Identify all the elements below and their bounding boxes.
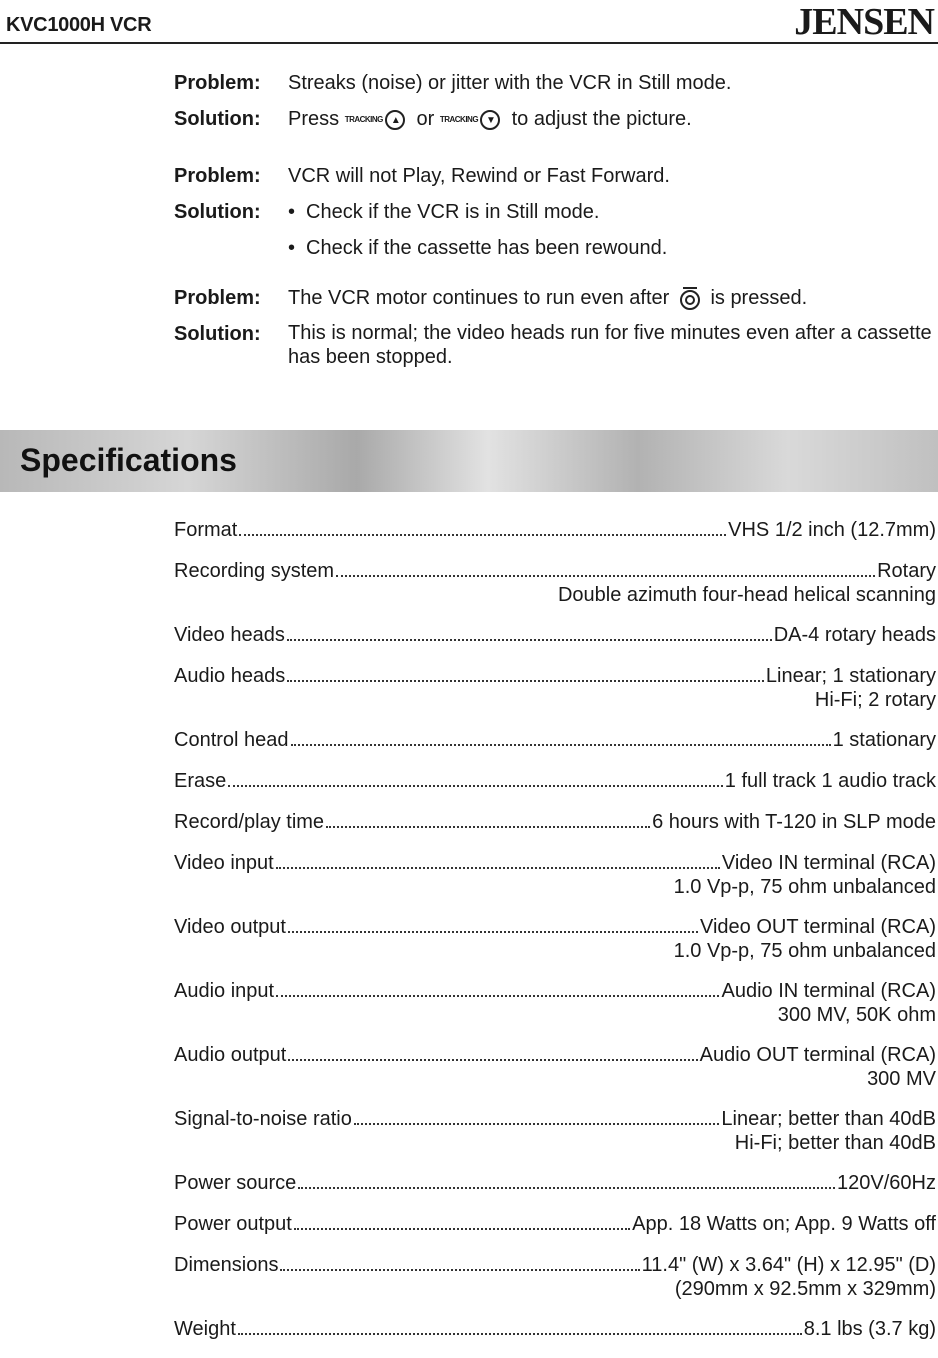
spec-row: [174, 851, 936, 899]
spec-value: 6 hours with T-120 in SLP mode: [652, 811, 936, 833]
page-header: [0, 0, 938, 44]
spec-value: App. 18 Watts on; App. 9 Watts off: [632, 1213, 936, 1235]
spec-value: Video OUT terminal (RCA): [700, 916, 936, 938]
problem-label: Problem:: [174, 286, 261, 309]
spec-row: [174, 1317, 936, 1341]
solution-text: [288, 106, 938, 133]
dot-leader: [276, 994, 719, 997]
spec-value: Audio OUT terminal (RCA): [699, 1044, 936, 1066]
spec-value: 8.1 lbs (3.7 kg): [803, 1318, 936, 1340]
spec-label: Power output: [174, 1213, 292, 1235]
spec-value-extra: Double azimuth four-head helical scanning: [557, 584, 936, 606]
spec-label: Dimensions: [174, 1254, 279, 1276]
tracking-label: TRACKING: [439, 114, 479, 124]
model-name: KVC1000H VCR: [6, 14, 152, 36]
spec-label: Power source: [174, 1172, 297, 1194]
spec-label: Control head: [174, 729, 289, 751]
problem-label: Problem:: [174, 72, 261, 94]
spec-value: VHS 1/2 inch (12.7mm): [728, 519, 936, 541]
specifications-list: [174, 518, 936, 1358]
dot-leader: [298, 1186, 835, 1189]
spec-label: Recording system: [174, 560, 335, 582]
spec-value-extra: 300 MV: [867, 1068, 936, 1090]
spec-value: Linear; better than 40dB: [721, 1108, 936, 1130]
tracking-up-icon: ▲: [385, 110, 405, 130]
dot-leader: [287, 679, 764, 682]
spec-value: Video IN terminal (RCA): [721, 852, 936, 874]
problem-text: Streaks (noise) or jitter with the VCR in Still mode.: [288, 72, 732, 94]
spec-label: Audio output: [174, 1044, 287, 1066]
spec-value-extra: 300 MV, 50K ohm: [777, 1004, 936, 1026]
specifications-banner: [0, 430, 938, 492]
dot-leader: [287, 638, 772, 641]
dot-leader: [238, 1332, 802, 1335]
problem-text: The VCR motor continues to run even after is pressed.: [288, 285, 938, 312]
spec-value: DA-4 rotary heads: [773, 624, 936, 646]
dot-leader: [336, 574, 875, 577]
spec-row: [174, 979, 936, 1027]
spec-value: 1 stationary: [832, 729, 936, 751]
spec-label: Erase: [174, 770, 227, 792]
solution-text: This is normal; the video heads run for five minutes even after a cassette has been stopped.: [288, 322, 932, 369]
spec-value-extra: 1.0 Vp-p, 75 ohm unbalanced: [673, 876, 936, 898]
spec-label: Video output: [174, 916, 286, 938]
spec-row: [174, 559, 936, 607]
spec-value: Audio IN terminal (RCA): [721, 980, 936, 1002]
solution-label: Solution:: [174, 108, 261, 130]
trouble-item: [174, 163, 938, 271]
spec-value-extra: 1.0 Vp-p, 75 ohm unbalanced: [673, 940, 936, 962]
solution-label: Solution:: [174, 323, 261, 346]
spec-row: [174, 1253, 936, 1301]
spec-row: [174, 1212, 936, 1236]
spec-label: Format: [174, 519, 238, 541]
solution-label: Solution:: [174, 200, 261, 223]
spec-row: [174, 623, 936, 647]
spec-label: Audio input: [174, 980, 275, 1002]
spec-row: [174, 769, 936, 793]
solution-or: or: [416, 108, 435, 130]
spec-row: [174, 728, 936, 752]
brand-logo: JENSEN: [794, 1, 934, 43]
spec-label: Video input: [174, 852, 274, 874]
spec-value: 1 full track 1 audio track: [724, 770, 936, 792]
spec-row: [174, 1171, 936, 1195]
dot-leader: [288, 930, 698, 933]
dot-leader: [276, 866, 720, 869]
dot-leader: [280, 1268, 639, 1271]
spec-label: Signal-to-noise ratio: [174, 1108, 352, 1130]
spec-value-extra: (290mm x 92.5mm x 329mm): [674, 1278, 936, 1300]
spec-value: Linear; 1 stationary: [765, 665, 936, 687]
dot-leader: [228, 784, 723, 787]
solution-pre: Press: [288, 108, 340, 130]
problem-label: Problem:: [174, 164, 261, 187]
trouble-item: [174, 285, 938, 370]
spec-row: [174, 664, 936, 712]
dot-leader: [294, 1227, 630, 1230]
trouble-item: [174, 70, 938, 133]
spec-row: [174, 1043, 936, 1091]
section-title: Specifications: [20, 442, 237, 478]
spec-label: Audio heads: [174, 665, 286, 687]
spec-value-extra: Hi-Fi; 2 rotary: [814, 689, 936, 711]
spec-row: [174, 915, 936, 963]
dot-leader: [288, 1058, 697, 1061]
solution-bullet: • Check if the cassette has been rewound.: [288, 236, 668, 259]
dot-leader: [326, 825, 650, 828]
problem-text: VCR will not Play, Rewind or Fast Forward.: [288, 164, 670, 187]
dot-leader: [354, 1122, 720, 1125]
troubleshooting-section: [174, 70, 938, 383]
dot-leader: [239, 533, 726, 536]
spec-label: Video heads: [174, 624, 285, 646]
spec-row: [174, 1107, 936, 1155]
solution-post: to adjust the picture.: [511, 108, 692, 130]
spec-label: Weight: [174, 1318, 236, 1340]
solution-bullet: • Check if the VCR is in Still mode.: [288, 200, 600, 223]
spec-row: [174, 518, 936, 542]
spec-label: Record/play time: [174, 811, 325, 833]
spec-value: 11.4" (W) x 3.64" (H) x 12.95" (D): [641, 1254, 936, 1276]
spec-row: [174, 810, 936, 834]
stop-button-icon: [679, 285, 701, 311]
dot-leader: [291, 743, 831, 746]
tracking-label: TRACKING: [344, 114, 383, 124]
spec-value-extra: Hi-Fi; better than 40dB: [734, 1132, 936, 1154]
spec-value: Rotary: [877, 560, 936, 582]
tracking-down-icon: ▼: [480, 110, 500, 130]
spec-value: 120V/60Hz: [837, 1172, 936, 1194]
